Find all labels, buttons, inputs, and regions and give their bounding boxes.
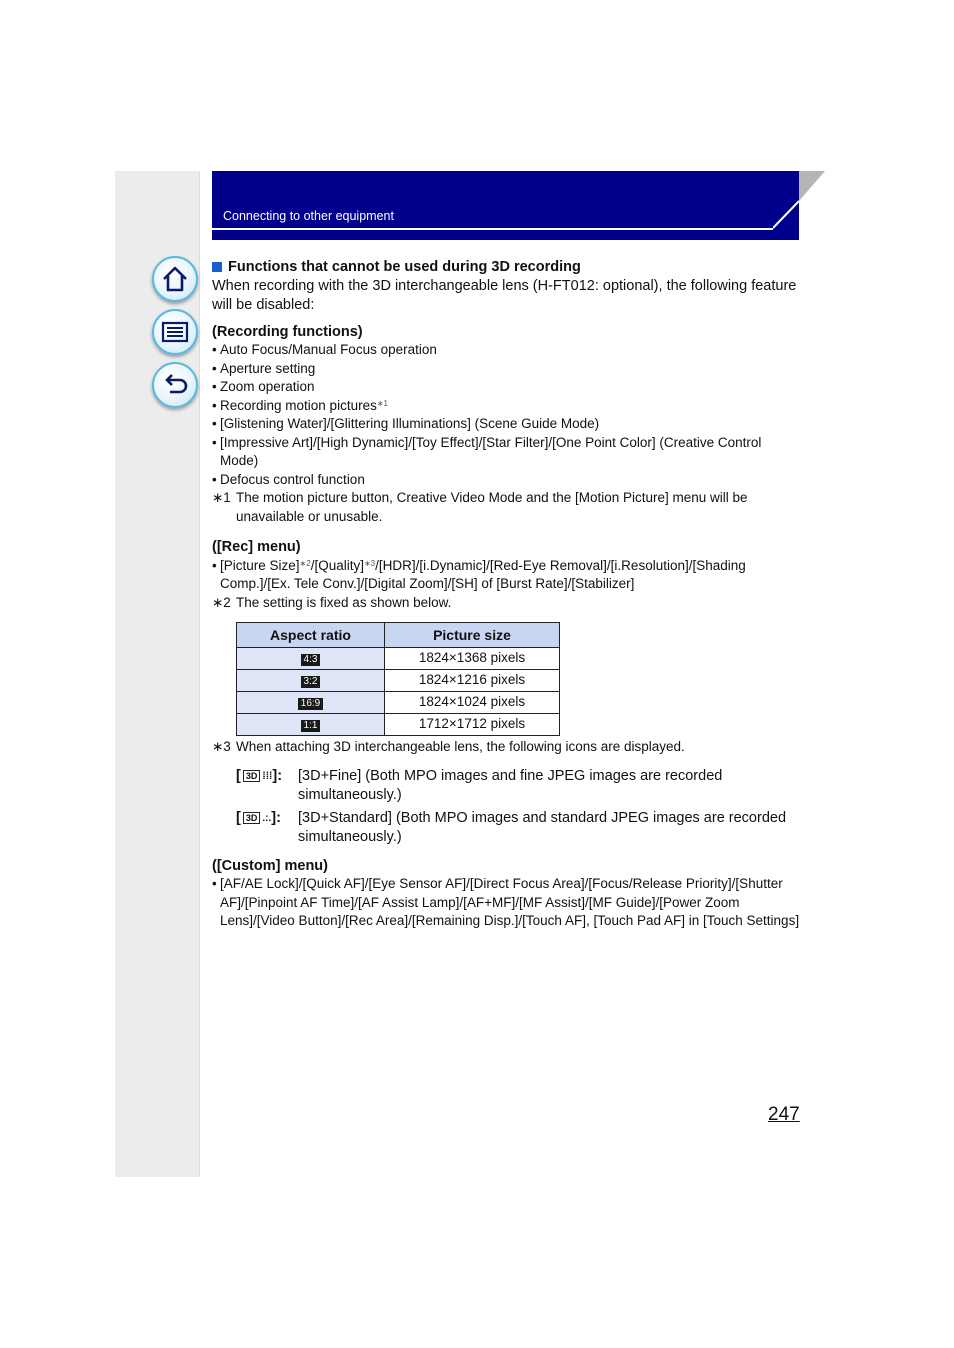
picture-size-table [236,622,560,736]
list-item: • Zoom operation [212,378,802,397]
3d-standard-icon: [ 3D .:. ]: [236,809,281,826]
quality-item [212,767,802,805]
3d-fine-icon: [ 3D ⁞⁞⁞ ]: [236,767,283,784]
picture-size-cell: 1824×1216 pixels [385,670,560,692]
section-intro: When recording with the 3D interchangeable lens (H-FT012: optional), the following feature will be disabled: [212,277,797,313]
table-row [237,648,560,670]
quality-description: [3D+Fine] (Both MPO images and fine JPEG images are recorded simultaneously.) [298,767,723,803]
table-row [237,714,560,736]
aspect-ratio-cell [237,670,385,692]
picture-size-cell: 1712×1712 pixels [385,714,560,736]
footnote-text: When attaching 3D interchangeable lens, the following icons are displayed. [236,739,685,754]
footnote [212,738,802,757]
footnote [212,489,802,526]
aspect-ratio-icon: 4:3 [301,654,321,666]
footnote-ref: ∗3 [363,558,376,568]
quality-description: [3D+Standard] (Both MPO images and standard JPEG images are recorded simultaneously.) [298,809,787,845]
footnote-ref: ∗1 [376,398,388,408]
header-section-title: Connecting to other equipment [223,209,394,223]
aspect-ratio-icon: 16:9 [298,698,323,710]
footnote-text: The motion picture button, Creative Video Mode and the [Motion Picture] menu will be unavailable or unusable. [236,490,748,524]
quality-item [212,809,802,847]
footnote-mark: ∗1 [212,490,231,505]
back-arrow-icon [160,370,190,400]
list-item: • [Impressive Art]/[High Dynamic]/[Toy Effect]/[Star Filter]/[One Point Color] (Creative Control Mode) [212,434,802,471]
table-header-row [237,623,560,648]
list-item: • [Picture Size]$^{∗2}$/[Quality]$^{∗3}$/[HDR]/[i.Dynamic]/[Red-Eye Removal]/[i.Resolution]/[Shading Comp.]/[Ex. Tele Conv.]/[Digital Zoom]/[SH] of [Burst Rate]/[Stabilizer] [212,557,802,594]
list-item: • Defocus control function [212,471,802,490]
page-number: 247 [768,1104,800,1125]
rec-menu-heading: ([Rec] menu) [212,539,301,555]
list-item: • [AF/AE Lock]/[Quick AF]/[Eye Sensor AF]/[Direct Focus Area]/[Focus/Release Priority]/[Shutter AF]/[Pinpoint AF Time]/[AF Assist Lamp]/[AF+MF]/[MF Assist]/[MF Guide]/[Power Zoom Lens]/[Video Button]/[Rec Area]/[Remaining Disp.]/[Touch AF], [Touch Pad AF] in [Touch Settings] [212,875,802,931]
recording-functions-heading: (Recording functions) [212,323,363,340]
table-row [237,670,560,692]
header-corner-decoration [773,171,825,231]
menu-list-icon [160,317,190,347]
table-header: Picture size [385,623,560,648]
aspect-ratio-cell [237,648,385,670]
home-button[interactable] [152,256,198,302]
table-row [237,692,560,714]
list-item: • Aperture setting [212,360,802,379]
footnote [212,594,802,613]
section-title: Functions that cannot be used during 3D recording [228,259,581,275]
home-icon [160,264,190,294]
footnote-text: The setting is fixed as shown below. [236,594,452,610]
list-item: • Auto Focus/Manual Focus operation [212,341,802,360]
table-header: Aspect ratio [237,623,385,648]
section-heading [212,258,802,277]
footnote-ref: ∗2 [299,558,311,568]
aspect-ratio-cell [237,692,385,714]
custom-menu-list [212,875,802,931]
footnote-mark: ∗2 [212,594,231,610]
back-button[interactable] [152,362,198,408]
rec-menu-list [212,557,802,594]
aspect-ratio-cell [237,714,385,736]
list-item: • Recording motion pictures$^{∗1}$ [212,397,802,416]
footnote-mark: ∗3 [212,739,231,754]
picture-size-cell: 1824×1024 pixels [385,692,560,714]
header-divider [212,228,773,230]
recording-functions-list [212,341,802,489]
custom-menu-heading: ([Custom] menu) [212,857,328,874]
aspect-ratio-icon: 1:1 [301,720,321,732]
main-content [212,258,802,931]
picture-size-cell: 1824×1368 pixels [385,648,560,670]
aspect-ratio-icon: 3:2 [301,676,321,688]
list-item: • [Glistening Water]/[Glittering Illuminations] (Scene Guide Mode) [212,415,802,434]
square-bullet-icon [212,262,222,272]
menu-button[interactable] [152,309,198,355]
